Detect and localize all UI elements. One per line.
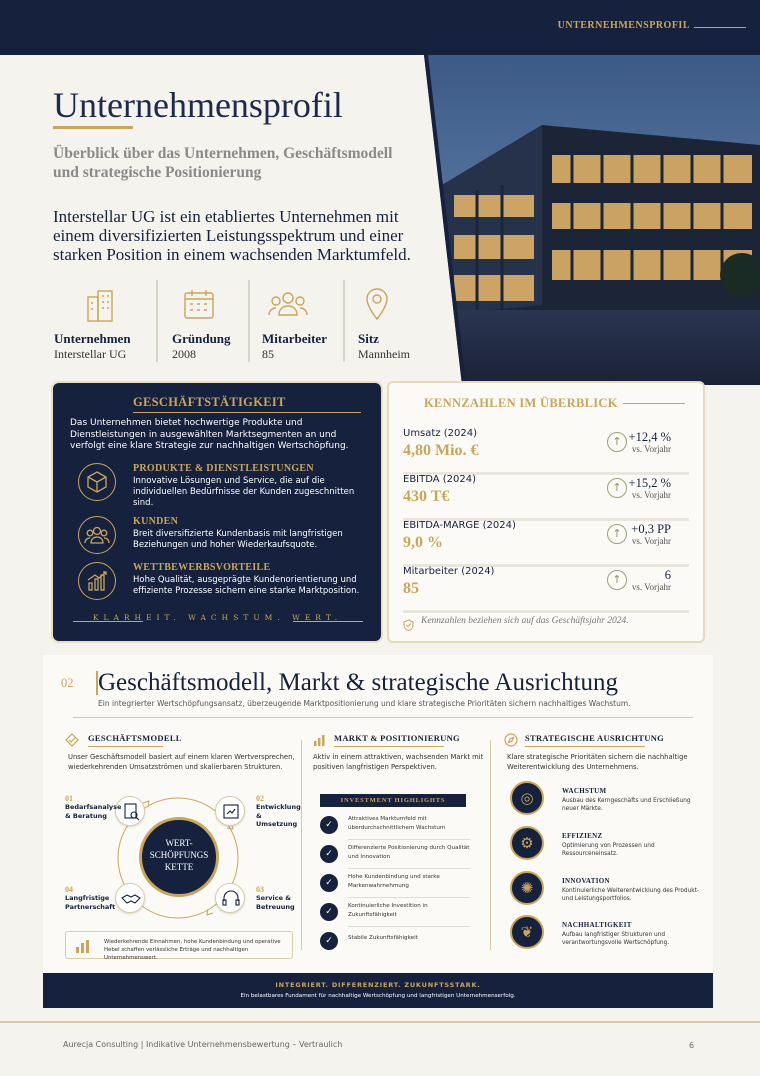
step-number: 01 xyxy=(65,794,73,803)
check-icon: ✓ xyxy=(320,932,338,950)
fact-value: 2008 xyxy=(172,347,196,361)
headset-icon xyxy=(215,883,245,913)
cycle-step xyxy=(65,794,122,820)
priority-title: NACHHALTIGKEIT xyxy=(562,921,632,929)
section-rule xyxy=(73,717,693,718)
priority-title: EFFIZIENZ xyxy=(562,832,603,840)
priority-text: Kontinuierliche Weiterentwicklung des Produkt- und Leistungsportfolios. xyxy=(562,888,699,903)
growth-chart-icon xyxy=(78,562,116,600)
arrow-up-icon: ↑ xyxy=(607,478,627,498)
fact-company xyxy=(54,287,150,362)
kpi-card xyxy=(387,381,705,643)
priority-text: Aufbau langfristiger Strukturen und verantwortungsvolle Wertschöpfung. xyxy=(562,932,670,947)
check-icon: ✓ xyxy=(320,845,338,863)
step-number: 03 xyxy=(256,885,264,894)
business-card xyxy=(53,383,381,641)
section-title: Geschäftsmodell, Markt & strategische Ausrichtung xyxy=(98,669,619,696)
analysis-icon xyxy=(115,796,145,826)
fact-label: Unternehmen xyxy=(54,331,131,346)
check-icon: ✓ xyxy=(320,874,338,892)
banner-text: Ein belastbares Fundament für nachhaltige Wertschöpfung und langfristigen Unternehmenserfolg. xyxy=(240,993,516,999)
col-heading: STRATEGISCHE AUSRICHTUNG xyxy=(525,733,665,743)
value-chain-core xyxy=(139,817,219,897)
step-number: 04 xyxy=(65,885,73,894)
kpi-label: EBITDA-MARGE (2024) xyxy=(403,520,516,531)
compass-icon xyxy=(504,732,518,751)
kpi-change: 6 xyxy=(664,568,671,582)
arrow-up-icon: ↑ xyxy=(607,570,627,590)
kpi-change: +15,2 % xyxy=(628,476,671,490)
fact-divider xyxy=(248,280,250,362)
kpi-label: Mitarbeiter (2024) xyxy=(403,566,495,577)
kpi-change: +0,3 PP xyxy=(631,522,671,536)
col-heading: MARKT & POSITIONIERUNG xyxy=(334,733,460,743)
diamond-icon xyxy=(65,732,79,751)
check-icon: ✓ xyxy=(320,816,338,834)
col-text: Klare strategische Prioritäten sichern die nachhaltige Weiterentwicklung des Unternehmens. xyxy=(507,753,688,771)
box-icon xyxy=(78,463,116,501)
kpi-row xyxy=(403,474,689,520)
cycle-step xyxy=(65,885,116,911)
row-divider xyxy=(348,839,470,840)
item-title: WETTBEWERBSVORTEILE xyxy=(133,562,271,573)
fact-founding xyxy=(172,287,268,362)
highlight-text: Kontinuierliche Investition in Zukunftsfähigkeit xyxy=(348,903,428,918)
gear-icon: ⚙ xyxy=(510,826,544,860)
fact-label: Sitz xyxy=(358,331,379,346)
intro-text: Interstellar UG ist ein etabliertes Unternehmen mit einem diversifizierten Leistungsspektrum und einer starken Position in einem wachsenden Marktumfeld. xyxy=(53,207,411,264)
arrow-up-icon: ↑ xyxy=(607,432,627,452)
calendar-icon xyxy=(172,287,268,323)
priority-item xyxy=(510,781,700,825)
row-divider xyxy=(348,868,470,869)
section-subtitle: Ein integrierter Wertschöpfungsansatz, überzeugende Marktpositionierung und klare strategische Prioritäten sichern nachhaltiges Wachstum. xyxy=(98,699,631,708)
step-label: Entwicklung & Umsetzung xyxy=(256,803,301,828)
heading-rule xyxy=(133,412,361,413)
kpi-value: 85 xyxy=(403,580,419,597)
kpi-ref: vs. Vorjahr xyxy=(631,444,671,454)
header-rule xyxy=(694,27,746,28)
step-label: Service & Betreuung xyxy=(256,894,295,911)
fact-label: Mitarbeiter xyxy=(262,331,327,346)
section-business-model xyxy=(43,655,713,1007)
business-motto: KLARHEIT. WACHSTUM. WERT. xyxy=(92,613,343,622)
core-line: KETTE xyxy=(164,862,194,872)
heading-rule xyxy=(334,746,444,747)
fact-value: 85 xyxy=(262,347,274,361)
business-heading: GESCHÄFTSTÄTIGKEIT xyxy=(133,395,286,409)
col-text: Unser Geschäftsmodell basiert auf einem klaren Wertversprechen, wiederkehrenden Umsatzströmen und skalierbaren Strukturen. xyxy=(68,753,295,771)
fact-value: Mannheim xyxy=(358,347,410,361)
handshake-icon xyxy=(115,883,145,913)
core-line: SCHÖPFUNGS xyxy=(149,850,209,860)
kpi-ref: vs. Vorjahr xyxy=(631,536,671,546)
kpi-value: 430 T€ xyxy=(403,488,450,505)
kpi-change: +12,4 % xyxy=(628,430,671,444)
investment-highlights-heading: INVESTMENT HIGHLIGHTS xyxy=(320,794,466,807)
priority-item xyxy=(510,826,700,870)
highlight-item xyxy=(320,812,470,840)
customers-icon xyxy=(78,516,116,554)
summary-text: Wiederkehrende Einnahmen, hohe Kundenbindung und operative Hebel schaffen verlässliche Erträge und nachhaltigen Unternehmenswert. xyxy=(104,939,281,961)
kpi-row xyxy=(403,520,689,566)
market-chart-icon xyxy=(313,732,327,751)
fact-location xyxy=(358,287,454,362)
col-heading: GESCHÄFTSMODELL xyxy=(88,733,182,743)
highlight-text: Hohe Kundenbindung und starke Markenwahrnehmung xyxy=(348,874,440,889)
kpi-ref: vs. Vorjahr xyxy=(631,582,671,592)
heading-rule xyxy=(525,746,645,747)
priority-item xyxy=(510,871,700,915)
priority-item xyxy=(510,915,700,959)
priority-title: WACHSTUM xyxy=(562,787,607,795)
development-icon xyxy=(215,796,245,826)
banner-title: INTEGRIERT. DIFFERENZIERT. ZUKUNFTSSTARK. xyxy=(275,981,481,989)
arrow-up-icon: ↑ xyxy=(607,524,627,544)
priority-text: Ausbau des Kerngeschäfts und Erschließung neuer Märkte. xyxy=(562,798,691,813)
item-text: Hohe Qualität, ausgeprägte Kundenorientierung und effiziente Prozesse sichern eine starke Marktposition. xyxy=(133,575,360,597)
row-divider xyxy=(348,897,470,898)
building-icon xyxy=(54,287,150,323)
highlight-text: Differenzierte Positionierung durch Qualität und Innovation xyxy=(348,845,470,860)
highlight-item xyxy=(320,928,470,956)
section-number: 02 xyxy=(61,676,74,690)
location-pin-icon xyxy=(358,287,454,323)
kpi-note: Kennzahlen beziehen sich auf das Geschäftsjahr 2024. xyxy=(421,616,629,626)
leaf-icon: ❦ xyxy=(510,915,544,949)
fact-divider xyxy=(343,280,345,362)
business-intro: Das Unternehmen bietet hochwertige Produkte und Dienstleistungen in ausgewählten Marktsegmenten an und verfolgt eine klare Strategie zur nachhaltigen Wertschöpfung. xyxy=(70,418,349,451)
bottom-banner xyxy=(43,973,713,1008)
item-title: KUNDEN xyxy=(133,516,179,527)
item-text: Innovative Lösungen und Service, die auf die individuellen Bedürfnisse der Kunden zugeschnitten sind. xyxy=(133,476,355,509)
highlight-text: Attraktives Marktumfeld mit überdurchschnittlichem Wachstum xyxy=(348,816,446,831)
fact-value: Interstellar UG xyxy=(54,347,127,361)
heading-rule xyxy=(88,746,163,747)
kpi-heading: KENNZAHLEN IM ÜBERBLICK xyxy=(424,396,618,410)
target-icon: ◎ xyxy=(510,781,544,815)
footer-rule xyxy=(0,1021,760,1023)
priority-text: Optimierung von Prozessen und Ressourceneinsatz. xyxy=(562,843,655,858)
kpi-value: 4,80 Mio. € xyxy=(403,442,479,459)
column-divider xyxy=(490,740,491,950)
item-title: PRODUKTE & DIENSTLEISTUNGEN xyxy=(133,463,314,474)
cycle-step xyxy=(256,885,300,911)
header-bar xyxy=(0,0,760,55)
title-underline xyxy=(53,126,133,129)
row-divider xyxy=(348,926,470,927)
highlight-item xyxy=(320,870,470,898)
fact-divider xyxy=(156,280,158,362)
fact-label: Gründung xyxy=(172,331,231,346)
check-icon: ✓ xyxy=(320,903,338,921)
highlight-text: Stabile Zukunftsfähigkeit xyxy=(348,935,418,941)
kpi-row xyxy=(403,428,689,474)
section-label: UNTERNEHMENSPROFIL xyxy=(557,20,690,31)
page-subtitle: Überblick über das Unternehmen, Geschäftsmodell und strategische Positionierung xyxy=(53,145,393,181)
priority-title: INNOVATION xyxy=(562,877,610,885)
step-label: Langfristige Partnerschaft xyxy=(65,894,116,911)
item-text: Breit diversifizierte Kundenbasis mit langfristigen Beziehungen und hoher Wiederkaufsquote. xyxy=(133,529,343,551)
row-divider xyxy=(403,610,689,613)
highlight-item xyxy=(320,899,470,927)
bar-chart-icon xyxy=(74,937,92,959)
kpi-label: Umsatz (2024) xyxy=(403,428,477,439)
shield-check-icon xyxy=(403,616,414,635)
lightbulb-icon: ✺ xyxy=(510,871,544,905)
col-text: Aktiv in einem attraktiven, wachsenden Markt mit positiven langfristigen Perspektiven. xyxy=(313,753,484,771)
kpi-row xyxy=(403,566,689,612)
step-label: Bedarfsanalyse & Beratung xyxy=(65,803,122,820)
step-number: 02 xyxy=(256,794,264,803)
kpi-value: 9,0 % xyxy=(403,534,443,551)
kpi-label: EBITDA (2024) xyxy=(403,474,477,485)
kpi-ref: vs. Vorjahr xyxy=(631,490,671,500)
footer-text: Aurecja Consulting | Indikative Unternehmensbewertung – Vertraulich xyxy=(63,1040,343,1049)
page-title: Unternehmensprofil xyxy=(53,85,343,125)
heading-rule xyxy=(623,403,685,404)
highlight-item xyxy=(320,841,470,869)
cycle-step xyxy=(256,794,300,829)
page-number: 6 xyxy=(689,1041,695,1050)
core-line: WERT- xyxy=(165,838,193,848)
summary-box xyxy=(65,931,293,959)
column-divider xyxy=(301,740,302,950)
building-photo xyxy=(402,55,760,385)
